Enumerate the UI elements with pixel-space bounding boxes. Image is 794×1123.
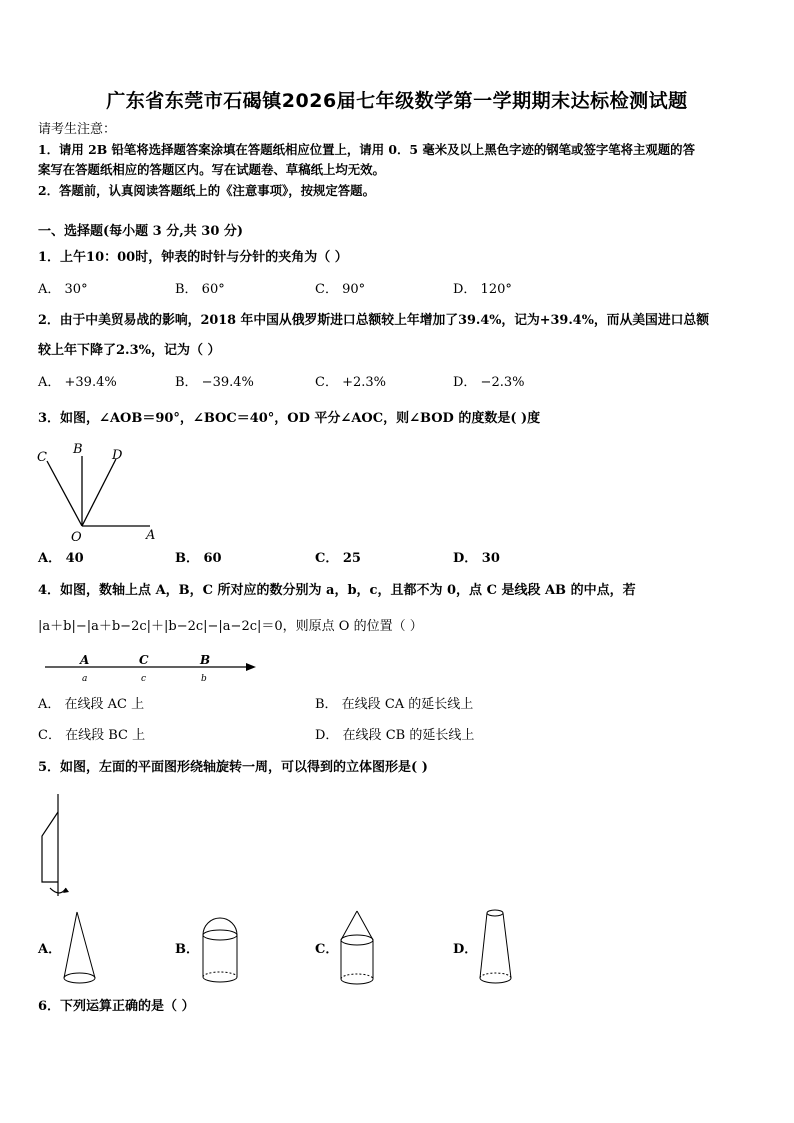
question-2-stem-line-1: 2．由于中美贸易战的影响，2018 年中国从俄罗斯进口总额较上年增加了39.4%，记为+39.4%，而从美国进口总额 [38, 313, 710, 328]
question-2-stem-line-2: 较上年下降了2.3%，记为（ ） [38, 343, 221, 358]
question-6-stem: 6．下列运算正确的是（ ） [38, 999, 195, 1014]
q5-option-d: D． [453, 942, 478, 957]
option-d-frustum [480, 910, 511, 983]
question-5-stem: 5．如图，左面的平面图形绕轴旋转一周，可以得到的立体图形是( ) [38, 760, 428, 775]
q2-option-d: D． −2.3% [453, 375, 525, 390]
option-a-cone [64, 912, 95, 983]
section-heading: 一、选择题(每小题 3 分,共 30 分) [38, 224, 244, 239]
q2-option-b: B． −39.4% [175, 375, 254, 390]
option-b-cylinder [203, 918, 237, 982]
notice-item-1-line-1: 1．请用 2B 铅笔将选择题答案涂填在答题纸相应位置上，请用 0．5 毫米及以上黑色字迹的钢笔或签字笔将主观题的答 [38, 142, 695, 157]
notice-item-1-line-2: 案写在答题纸相应的答题区内。写在试题卷、草稿纸上均无效。 [38, 162, 385, 177]
option-c-cylinder-cone [341, 911, 373, 984]
label-o: O [71, 530, 82, 545]
axis-value-c: c [141, 674, 147, 684]
notice-heading: 请考生注意： [38, 122, 117, 137]
q4-option-c: C． 在线段 BC 上 [38, 728, 146, 743]
plane-shape [42, 812, 58, 882]
q3-option-c: C． 25 [315, 551, 361, 566]
label-d: D [112, 448, 123, 463]
q1-option-c: C． 90° [315, 282, 366, 297]
q2-option-a: A． +39.4% [38, 375, 117, 390]
axis-value-b: b [201, 674, 207, 684]
q1-option-d: D． 120° [453, 282, 512, 297]
q5-option-b: B． [175, 942, 199, 957]
q1-option-a: A． 30° [38, 282, 88, 297]
label-c: C [37, 450, 47, 465]
q2-option-c: C． +2.3% [315, 375, 386, 390]
q3-option-a: A． 40 [38, 551, 84, 566]
q4-option-b: B． 在线段 CA 的延长线上 [315, 697, 474, 712]
label-b: B [73, 442, 83, 457]
notice-item-2: 2．答题前，认真阅读答题纸上的《注意事项》，按规定答题。 [38, 183, 375, 198]
q3-option-b: B． 60 [175, 551, 222, 566]
q1-option-b: B． 60° [175, 282, 225, 297]
q5-option-a: A． [38, 942, 62, 957]
q3-option-d: D． 30 [453, 551, 500, 566]
axis-point-b: B [200, 653, 211, 667]
axis-point-a: A [80, 653, 90, 667]
label-a: A [146, 528, 156, 543]
axis-value-a: a [82, 674, 88, 684]
q5-option-c: C． [315, 942, 339, 957]
page-title: 广东省东莞市石碣镇2026届七年级数学第一学期期末达标检测试题 [106, 90, 688, 112]
q4-option-d: D． 在线段 CB 的延长线上 [315, 728, 475, 743]
question-4-stem-line-1: 4．如图，数轴上点 A，B，C 所对应的数分别为 a，b，c，且都不为 0，点 C 是线段 AB 的中点，若 [38, 583, 636, 598]
axis-point-c: C [139, 653, 149, 667]
question-1-stem: 1．上午10：00时，钟表的时针与分针的夹角为（ ） [38, 250, 348, 265]
q4-option-a: A． 在线段 AC 上 [38, 697, 145, 712]
question-4-stem-line-2: |a＋b|−|a＋b−2c|＋|b−2c|−|a−2c|＝0，则原点 O 的位置（ ） [38, 619, 423, 634]
question-3-stem: 3．如图，∠AOB＝90°，∠BOC＝40°，OD 平分∠AOC，则∠BOD 的度数是( )度 [38, 411, 541, 426]
